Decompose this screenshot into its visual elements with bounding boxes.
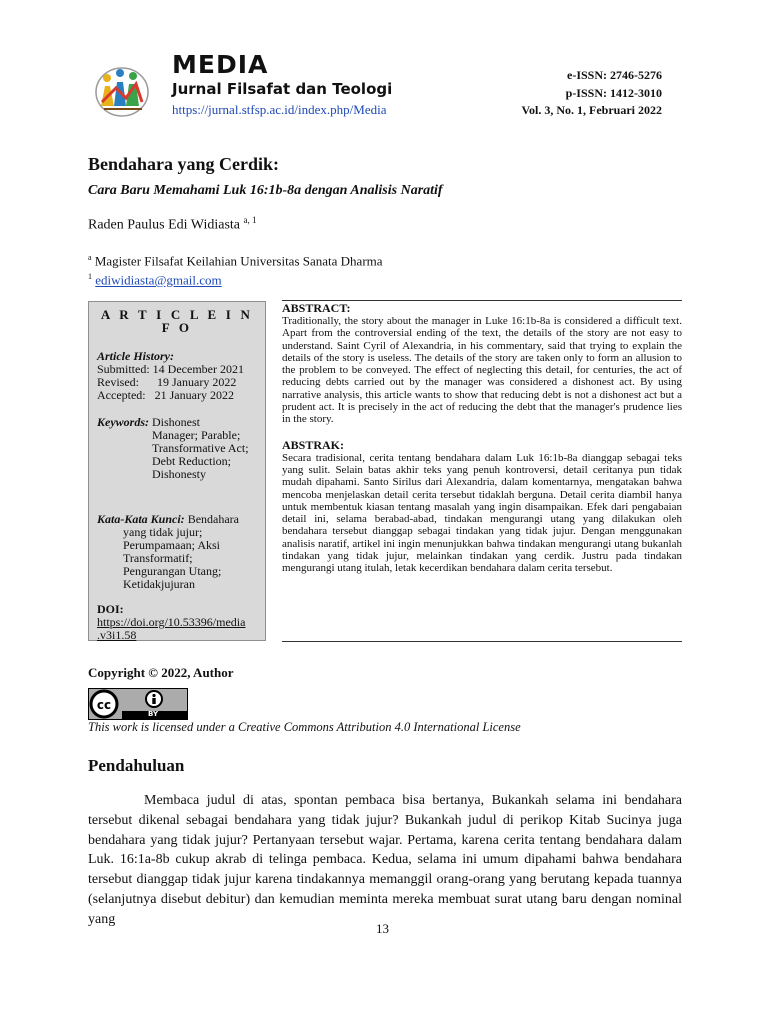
kata-kunci-item: Pengurangan Utang;: [123, 564, 222, 578]
kata-kunci-item: Perumpamaan; Aksi: [123, 538, 220, 552]
article-subtitle: Cara Baru Memahami Luk 16:1b-8a dengan Analisis Naratif: [88, 183, 443, 198]
keyword-item: Transformative Act;: [152, 441, 249, 455]
svg-text:cc: cc: [96, 698, 112, 712]
submitted-date: Submitted: 14 December 2021: [97, 362, 244, 376]
article-info-box: [88, 301, 266, 641]
journal-url-link[interactable]: https://jurnal.stfsp.ac.id/index.php/Media: [172, 102, 387, 117]
author-superscript: a, 1: [243, 215, 257, 225]
affiliation-line: [88, 250, 383, 269]
doi-link[interactable]: [97, 616, 257, 642]
abstract-id-heading: ABSTRAK:: [282, 437, 345, 452]
affiliation-text: Magister Filsafat Keilahian Universitas Sanata Dharma: [94, 253, 383, 269]
cc-by-label: BY: [148, 710, 159, 718]
accepted-date: Accepted: 21 January 2022: [97, 388, 234, 402]
article-info-heading: A R T I C L E I N F O: [100, 307, 254, 335]
revised-date: Revised: 19 January 2022: [97, 375, 237, 389]
body-paragraph: Membaca judul di atas, spontan pembaca bisa bertanya, Bukankah selama ini bendahara tersebut dikenal sebagai bendahara yang tidak jujur? Bukankah judul di perikop Kitab Sucinya juga bendahara yang tidak jujur? Pertanyaan tersebut wajar. Pertama, karena cerita tentang bendahara dalam Luk. 16:1a-8b cukup akrab di telinga pembaca. Kedua, selama ini umum dipahami bahwa bendahara tersebut dianggap tidak jujur karena tindakannya memanggil orang-orang yang berutang kepada tuannya (selanjutnya disebut debitur) dan kemudian meminta mereka membuat surat utang baru dengan nominal yang: [88, 793, 682, 927]
email-line: [88, 269, 383, 288]
license-line: [88, 720, 521, 735]
section-title: Pendahuluan: [88, 756, 185, 775]
media-journal-logo-icon: [92, 62, 166, 118]
email-mark: 1: [88, 272, 92, 282]
kata-kunci-first: Bendahara: [187, 512, 239, 526]
keyword-item: Debt Reduction;: [152, 454, 231, 468]
keyword-first: Dishonest: [152, 415, 200, 429]
author-line: [88, 215, 257, 234]
email-link[interactable]: ediwidiasta@gmail.com: [95, 272, 222, 288]
eissn: e-ISSN: 2746-5276: [567, 68, 662, 82]
license-link[interactable]: Creative Commons Attribution 4.0 International License: [238, 720, 521, 734]
abstract-bottom-rule: [282, 641, 682, 642]
keyword-item: Dishonesty: [152, 467, 206, 481]
doi-label: DOI:: [97, 602, 124, 616]
kata-kunci-item: yang tidak jujur;: [123, 525, 203, 539]
abstract-en-text: Traditionally, the story about the manager in Luke 16:1b-8a is considered a difficult text. Apart from the controversial ending of the text, the details of the story are not easy to understand. Saint Cyril of Alexandria, in his commentary, said that trying to explain the details of the story is useless. The details of the story are taken only to form an allusion to the problem to be conveyed. The effect of neglecting this detail, for centuries, the act of reducing debts carried out by the manager was considered a dishonest act. By using narrative analysis, this article wants to show that reducing debt is not a dishonest act but a prudent act. It is precisely in the act of reducing the debt that the manager's prudence lies in the story.: [282, 315, 682, 426]
history-label: Article History:: [97, 349, 174, 363]
affiliation-mark: a: [88, 253, 92, 262]
kata-kunci-item: Transformatif;: [123, 551, 193, 565]
article-title: Bendahara yang Cerdik:: [88, 154, 280, 174]
abstract-en-heading: ABSTRACT:: [282, 301, 351, 315]
kata-kunci-label: Kata-Kata Kunci:: [97, 512, 185, 526]
kata-kunci-list: [97, 526, 257, 591]
affiliation-block: [88, 250, 383, 289]
doi-link-line1: https://doi.org/10.53396/media: [97, 615, 246, 629]
copyright-line: Copyright © 2022, Author: [88, 665, 234, 680]
doi-link-line2: .v3i1.58: [97, 628, 137, 642]
license-prefix: This work is licensed under a: [88, 720, 238, 734]
keywords-list: [97, 429, 257, 481]
cc-by-badge[interactable]: [88, 688, 188, 720]
page-number: 13: [376, 921, 389, 936]
author-name: Raden Paulus Edi Widiasta: [88, 217, 240, 233]
journal-name: MEDIA: [172, 50, 269, 79]
keyword-item: Manager; Parable;: [152, 428, 241, 442]
kata-kunci-item: Ketidakjujuran: [123, 577, 195, 591]
journal-logo: [92, 62, 166, 118]
keywords-label: Keywords:: [97, 415, 149, 429]
abstract-id-text: Secara tradisional, cerita tentang bendahara dalam Luk 16:1b-8a dianggap sebagai teks yang sulit. Selain batas akhir teks yang penuh kontroversi, detail ceritanya pun tidak mudah dipahami. Santo Sirilus dari Alexandria, dalam komentarnya, mengatakan bahwa mencoba menjelaskan detail cerita tersebut tidaklah berguna. Detail cerita diambil hanya untuk membentuk kiasan tentang masalah yang ingin disampaikan. Efek dari pengabaian detail ini, selama berabad-abad, tindakan mengurangi utang yang dilakukan oleh bendahara tersebut dianggap sebagai tindakan yang tidak jujur. Dengan menggunakan analisis naratif, artikel ini ingin menunjukkan bahwa tindakan mengurangi utang bukanlah tindakan yang tidak jujur, melainkan tindakan yang cerdik. Justru pada tindakan mengurangi utang itulah, letak kecerdikan bendahara dalam cerita tersebut.: [282, 451, 682, 575]
volume-info: Vol. 3, No. 1, Februari 2022: [521, 103, 662, 117]
cc-by-icon: [88, 688, 188, 720]
journal-subtitle: Jurnal Filsafat dan Teologi: [172, 80, 393, 98]
abstract-column: [282, 301, 682, 575]
pissn: p-ISSN: 1412-3010: [565, 86, 662, 100]
